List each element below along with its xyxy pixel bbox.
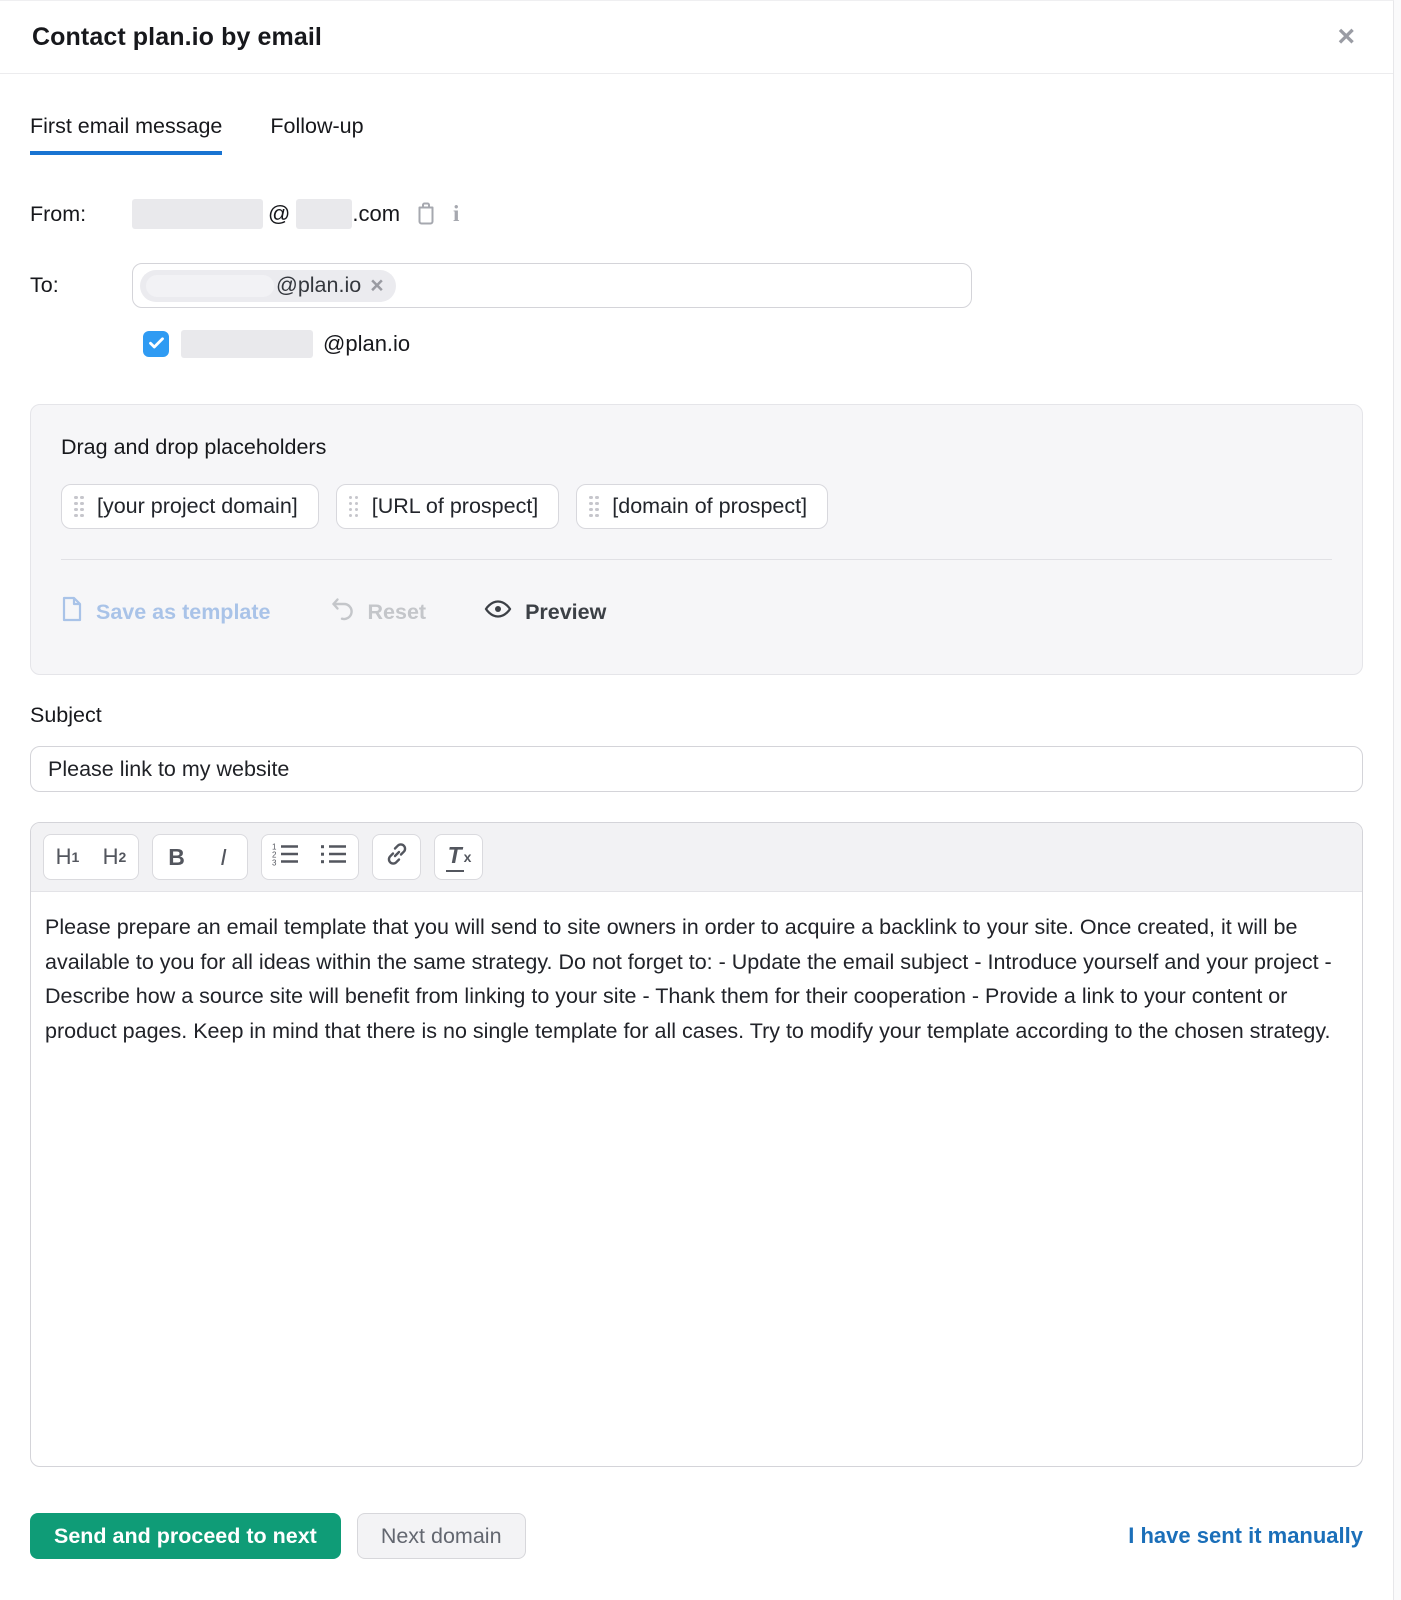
reset-button[interactable]: Reset — [329, 596, 427, 628]
drag-handle-icon — [74, 496, 84, 518]
drag-handle-icon — [589, 496, 599, 518]
bold-button[interactable]: B — [153, 835, 200, 879]
recipient-redacted-email — [181, 330, 313, 358]
to-label: To: — [30, 273, 59, 297]
bullet-list-button[interactable] — [310, 835, 358, 879]
subject-label: Subject — [30, 703, 102, 727]
close-icon[interactable]: × — [1331, 20, 1361, 54]
placeholder-chip-label: [URL of prospect] — [371, 494, 539, 518]
from-label: From: — [30, 201, 87, 226]
from-redacted-user — [132, 199, 263, 229]
tab-bar — [30, 114, 1363, 155]
format-group — [152, 834, 248, 880]
sender-info-button[interactable] — [453, 201, 459, 227]
tab-follow-up[interactable]: Follow-up — [270, 114, 364, 138]
send-and-proceed-button[interactable]: Send and proceed to next — [30, 1513, 341, 1559]
modal-footer — [30, 1513, 1363, 1583]
placeholder-chip-label: [your project domain] — [97, 494, 298, 518]
email-body-editor — [30, 822, 1363, 1467]
document-icon — [61, 596, 83, 628]
modal-content — [0, 114, 1393, 1583]
italic-button[interactable]: I — [200, 835, 247, 879]
modal-header — [0, 1, 1393, 74]
recipient-email-domain: @plan.io — [323, 331, 411, 356]
link-group — [372, 834, 421, 880]
email-body-text[interactable]: Please prepare an email template that you will send to site owners in order to acquire a backlink to your site. Once created, it will be available to you for all ideas within the same strategy. Do not forget to: - Update the email subject - Introduce yourself and your project - Describe how a source site will benefit from linking to your site - Thank them for their cooperation - Provide a link to your content or product pages. Keep in mind that there is no single template for all cases. Try to modify your template according to the chosen strategy. — [45, 915, 1332, 1043]
next-domain-button[interactable]: Next domain — [357, 1513, 526, 1559]
recipient-chip — [140, 270, 396, 302]
panel-divider — [61, 559, 1332, 560]
delete-sender-button[interactable] — [415, 201, 437, 228]
to-row — [30, 263, 1363, 308]
list-group — [261, 834, 359, 880]
save-as-template-button[interactable]: Save as template — [61, 596, 271, 628]
tab-first-email-message[interactable]: First email message — [30, 114, 222, 155]
from-row — [30, 199, 1363, 229]
undo-arrow-icon — [329, 596, 355, 628]
link-icon — [384, 841, 410, 873]
sent-manually-link[interactable]: I have sent it manually — [1128, 1523, 1363, 1548]
trash-icon — [415, 201, 437, 228]
svg-text:1: 1 — [272, 842, 277, 852]
from-redacted-domain — [296, 199, 352, 229]
info-icon: i — [453, 201, 460, 226]
bullet-list-icon — [320, 842, 348, 872]
insert-link-button[interactable] — [373, 835, 420, 879]
placeholders-title: Drag and drop placeholders — [61, 435, 327, 459]
svg-text:2: 2 — [272, 850, 277, 860]
heading-group — [43, 834, 139, 880]
recipient-redacted-user — [146, 275, 274, 297]
placeholder-chip-domain-of-prospect[interactable] — [576, 484, 828, 529]
placeholder-chip-project-domain[interactable] — [61, 484, 319, 529]
subject-input[interactable] — [30, 746, 1363, 792]
recipient-checkbox[interactable] — [143, 331, 169, 357]
modal-title: Contact plan.io by email — [32, 22, 322, 51]
remove-recipient-icon[interactable]: × — [370, 272, 384, 298]
placeholder-chips — [61, 484, 1332, 529]
svg-text:3: 3 — [272, 858, 277, 866]
ordered-list-button[interactable] — [262, 835, 310, 879]
heading-1-button[interactable]: H 1 — [44, 835, 91, 879]
drag-handle-icon — [349, 496, 359, 518]
recipient-option-row — [30, 330, 1363, 358]
clear-format-group — [434, 834, 483, 880]
heading-2-button[interactable]: H 2 — [91, 835, 138, 879]
recipient-chip-domain: @plan.io — [276, 273, 362, 297]
checkmark-icon — [149, 337, 164, 352]
from-tld: .com — [352, 201, 401, 226]
from-at-separator: @ — [268, 201, 291, 226]
clear-formatting-button[interactable]: T x — [435, 835, 482, 879]
to-input[interactable] — [132, 263, 972, 308]
placeholders-panel — [30, 404, 1363, 675]
clear-formatting-icon: T — [446, 842, 464, 872]
preview-button[interactable]: Preview — [484, 598, 606, 626]
ordered-list-icon — [272, 842, 300, 872]
editor-toolbar — [31, 823, 1362, 892]
placeholder-chip-url-of-prospect[interactable] — [336, 484, 560, 529]
eye-icon — [484, 598, 512, 626]
placeholder-chip-label: [domain of prospect] — [612, 494, 808, 518]
panel-actions — [61, 596, 1332, 628]
